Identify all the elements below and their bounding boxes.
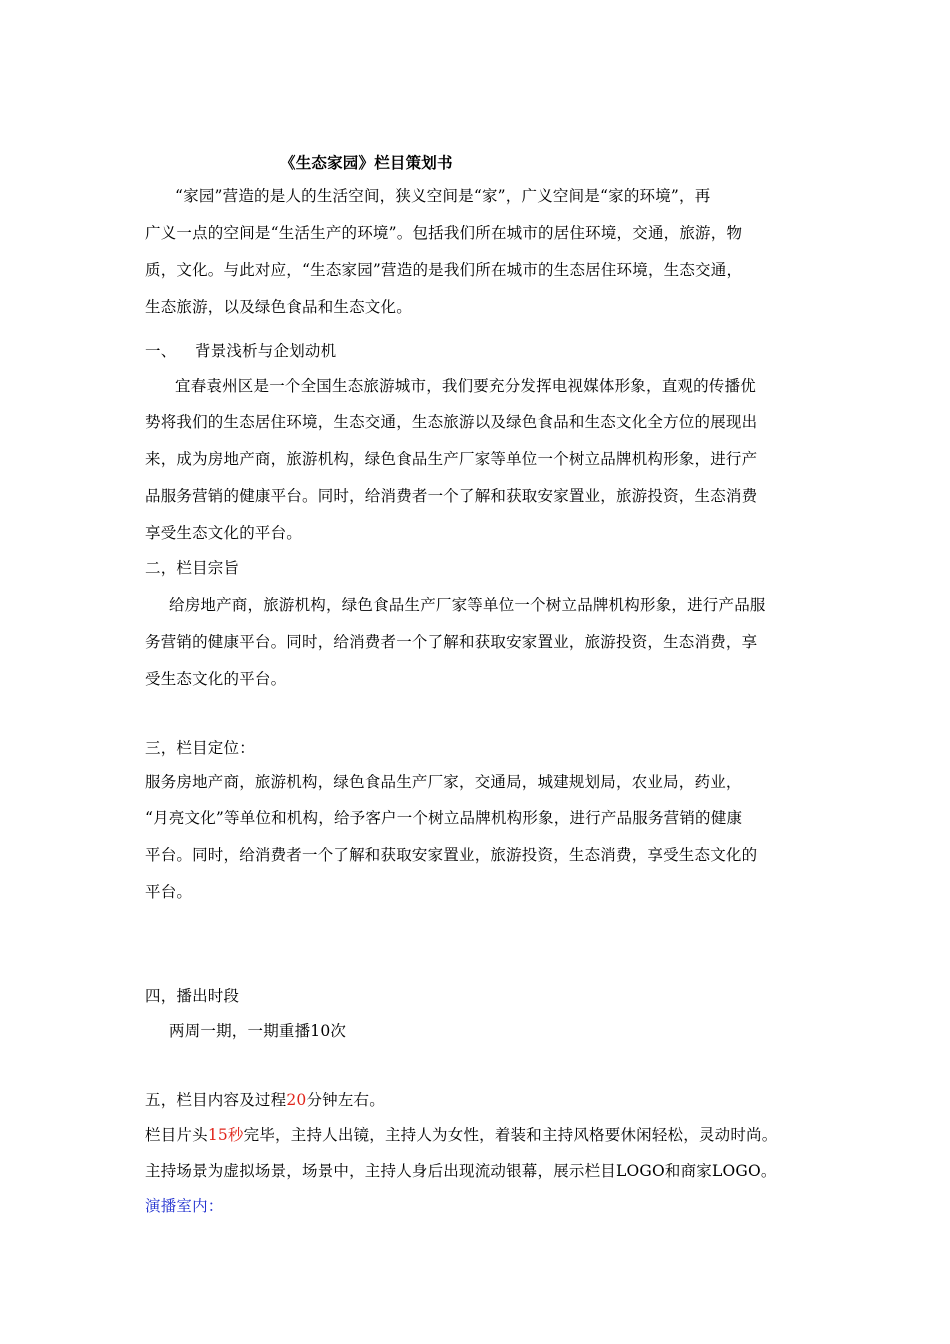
section4-heading: 四，播出时段 [145,987,240,1005]
section1-number: 一、 [145,342,177,360]
section4-line: 两周一期，一期重播10次 [169,1022,347,1040]
section1-line-4: 品服务营销的健康平台。同时，给消费者一个了解和获取安家置业，旅游投资，生态消费 [145,487,758,505]
section5-duration: 20 [286,1091,307,1109]
section5-heading [145,1090,385,1110]
section5-intro-seconds: 15秒 [207,1126,244,1144]
section2-line-3: 受生态文化的平台。 [145,670,287,688]
section3-line-2: “月亮文化”等单位和机构，给予客户一个树立品牌机构形象，进行产品服务营销的健康 [145,809,743,827]
intro-line-3: 质，文化。与此对应，“生态家园”营造的是我们所在城市的生态居住环境，生态交通， [145,261,743,279]
intro-line-1: “家园”营造的是人的生活空间，狭义空间是“家”，广义空间是“家的环境”，再 [175,187,711,205]
document-title: 《生态家园》栏目策划书 [280,153,453,172]
section1-line-3: 来，成为房地产商，旅游机构，绿色食品生产厂家等单位一个树立品牌机构形象，进行产 [145,450,758,468]
section2-heading: 二，栏目宗旨 [145,559,240,577]
intro-line-4: 生态旅游，以及绿色食品和生态文化。 [145,298,412,316]
section3-line-1: 服务房地产商，旅游机构，绿色食品生产厂家，交通局，城建规划局，农业局，药业， [145,773,742,791]
intro-line-2: 广义一点的空间是“生活生产的环境”。包括我们所在城市的居住环境，交通，旅游，物 [145,224,743,242]
section1-line-5: 享受生态文化的平台。 [145,524,303,542]
section5-line-1 [145,1125,777,1145]
section2-line-2: 务营销的健康平台。同时，给消费者一个了解和获取安家置业，旅游投资，生态消费，享 [145,633,758,651]
section5-heading-post: 分钟左右。 [306,1091,385,1109]
section5-line-2: 主持场景为虚拟场景，场景中，主持人身后出现流动银幕，展示栏目LOGO和商家LOGO。 [145,1162,777,1180]
section5-line-3: 演播室内： [145,1197,224,1215]
document-page [145,0,815,1344]
section1-heading: 背景浅析与企划动机 [195,342,337,360]
section3-line-4: 平台。 [145,883,193,901]
section2-line-1: 给房地产商，旅游机构，绿色食品生产厂家等单位一个树立品牌机构形象，进行产品服 [169,596,766,614]
section1-line-1: 宜春袁州区是一个全国生态旅游城市，我们要充分发挥电视媒体形象，直观的传播优 [175,377,756,395]
section5-line1-post: 完毕，主持人出镜，主持人为女性，着装和主持风格要休闲轻松，灵动时尚。 [243,1126,778,1144]
section3-heading: 三，栏目定位： [145,739,255,757]
section5-heading-pre: 五，栏目内容及过程 [145,1091,287,1109]
section1-line-2: 势将我们的生态居住环境，生态交通，生态旅游以及绿色食品和生态文化全方位的展现出 [145,413,758,431]
section3-line-3: 平台。同时，给消费者一个了解和获取安家置业，旅游投资，生态消费，享受生态文化的 [145,846,758,864]
section5-line1-pre: 栏目片头 [145,1126,208,1144]
